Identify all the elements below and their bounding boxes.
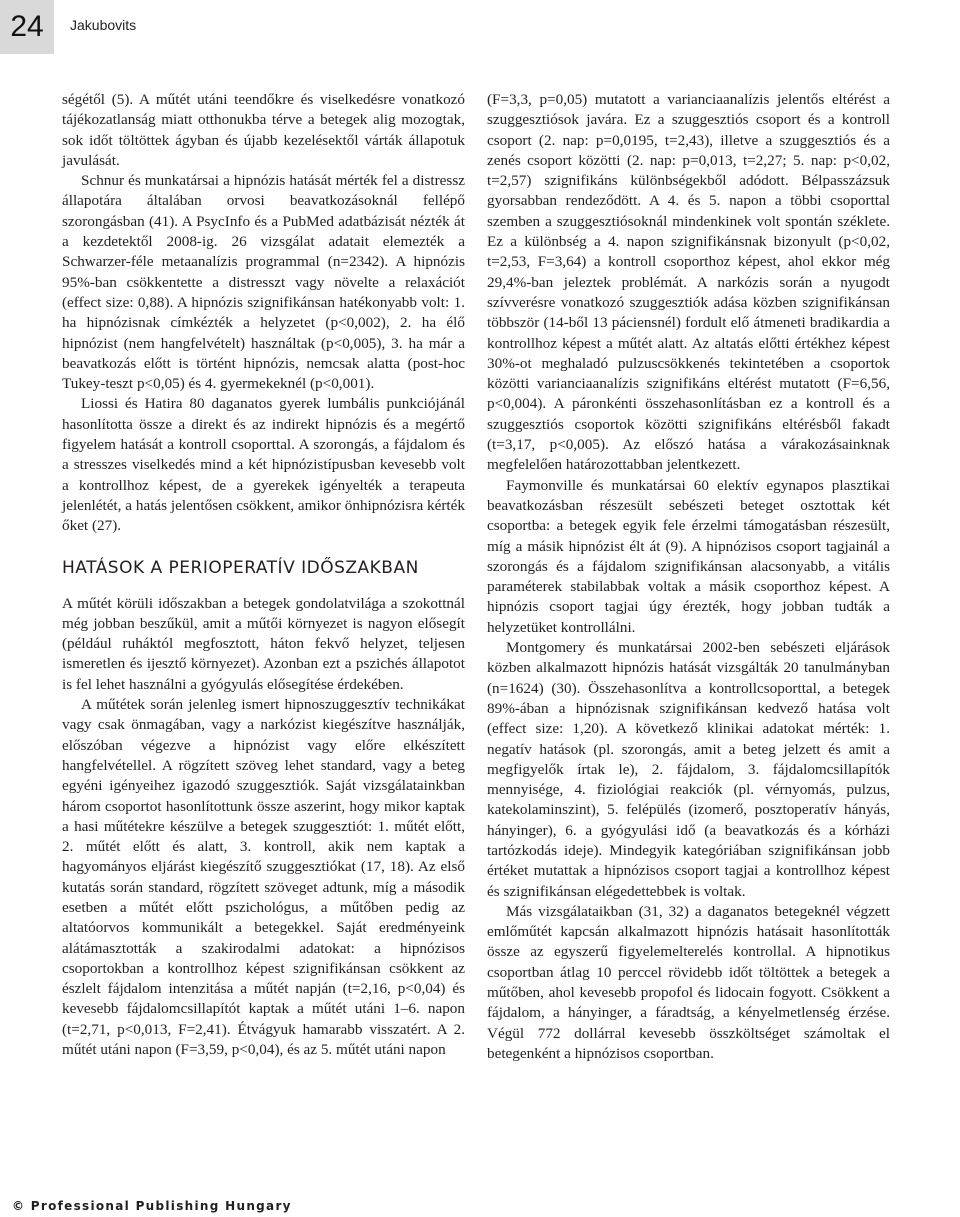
paragraph: A műtétek során jelenleg ismert hipnoszuggesztív technikákat vagy csak önmagában, vagy a narkózist kiegészítve használják, előszóban végezve a hipnózist vagy előre elkészített hangfelvétellel. A rögzített szöveg lehet standard, vagy a beteg egyéni igényeihez igazodó szuggesztiók. Saját vizsgálatainkban három csoportot hasonlítottunk össze aszerint, hogy mikor kaptak a hasi műtétekre készülve a betegek szuggesztiót: 1. műtét előtt, 2. műtét előtt és alatt, 3. kontroll, akik nem kaptak a hagyományos eljárást kiegészítő szuggesztiókat (17, 18). Az első kutatás során standard, rögzített szöveget adtunk, míg a második esetben a műtét előtt pszichológus, a műtőben pedig az altatóorvos kommunikált a betegekkel. Saját eredményeink alátámasztották a szakirodalmi adatokat: a hipnózisos csoportokban a kontrollhoz képest szignifikánsan csökkent az észlelt fájdalom intenzitása a műtét napján (t=2,16, p<0,04) és kevesebb fájdalomcsillapítót kaptak a műtét utáni 1–6. napon (t=2,71, p<0,013, F=2,41). Étvágyuk hamarabb visszatért. A 2. műtét utáni napon (F=3,59, p<0,04), és az 5. műtét utáni napon: [62, 696, 465, 1059]
footer-copyright: © Professional Publishing Hungary: [12, 1199, 292, 1213]
paragraph: Más vizsgálataikban (31, 32) a daganatos betegeknél végzett emlőműtét kapcsán alkalmazott hipnózis hatásait hasonlították össze az egyszerű figyelemelterelés kontrollal. A hipnotikus csoportban átlag 10 perccel rövidebb időt töltöttek a betegek a műtőben, ahol kevesebb propofol és lidocain fogyott. Csökkent a fájdalom, a hányinger, a fáradtság, a kényelmetlenség érzése. Végül 772 dollárral kevesebb összköltséget számoltak el betegenként a hipnózisos csoportban.: [487, 902, 890, 1062]
right-column: [487, 90, 890, 1064]
section-heading: HATÁSOK A PERIOPERATÍV IDŐSZAKBAN: [62, 557, 419, 578]
page-header: [0, 0, 960, 56]
paragraph: (F=3,3, p=0,05) mutatott a varianciaanalízis jelentős eltérést a szuggesztiósok javára. Ez a szuggesztiós csoport és a kontroll csoport (2. nap: p=0,0195, t=2,43), illetve a szuggesztiós és a zenés csoport közötti (2. nap: p=0,013, t=2,27; 5. nap: p<0,02, t=2,57) szignifikáns különbségekből adódott. Bélpasszázsuk gyorsabban rendeződött. A 4. és 5. napon a többi csoporttal szemben a szuggesztiósoknál mindenkinek volt spontán széklete. Ez a különbség a 4. napon szignifikánsnak bizonyult (p<0,02, t=2,53, F=3,64) a kontroll csoporthoz képest, ahol ekkor még 29,4%-ban jeleztek problémát. A narkózis során a nyugodt szívverésre vonatkozó szuggesztiók adása közben szignifikánsan többször (14-ből 13 páciensnél) fordult elő átmeneti bradikardia a kontrollhoz képest a műtét alatt. Az altatás előtti értékhez képest 30%-ot meghaladó pulzuscsökkenés tekintetében a csoportok közötti varianciaanalízis szignifikáns eltérést mutatott (F=6,56, p<0,004). A páronkénti összehasonlításban ez a kontroll és a szuggesztiós csoportok közötti szignifikáns eltérésből fakadt (t=3,17, p<0,005). Az előszó hatása a várakozásainknak megfelelően határozottabban jelentkezett.: [487, 91, 890, 474]
left-column: [62, 90, 465, 1060]
paragraph: ségétől (5). A műtét utáni teendőkre és viselkedésre vonatkozó tájékozatlanság miatt otthonukba térve a betegek alig mozogtak, sok időt töltöttek ágyban és újabb kezelésektől várták állapotuk javulását.: [62, 91, 465, 169]
paragraph: Schnur és munkatársai a hipnózis hatását mérték fel a distressz állapotára általában orvosi beavatkozásoknál fellépő szorongásban (41). A PsycInfo és a PubMed adatbázisát nézték át a kezdetektől 2008-ig. 26 vizsgálat adatait elemezték a Schwarzer-féle metaanalízis programmal (n=2342). A hipnózis 95%-ban csökkentette a distresszt vagy növelte a relaxációt (effect size: 0,88). A hipnózis szignifikánsan hatékonyabb volt: 1. ha hipnózisnak címkézték a helyzetet (p<0,002), 2. ha élő hipnózist (nem hangfelvételt) használtak (p<0,005), 3. ha már a beavatkozás előtt is történt hipnózis, nemcsak alatta (post-hoc Tukey-teszt p<0,05) és 4. gyermekeknél (p<0,001).: [62, 172, 465, 393]
paragraph: A műtét körüli időszakban a betegek gondolatvilága a szokottnál még jobban beszűkül, amit a műtői környezet is nagyon elősegít (például ruháktól megfosztott, háton fekvő helyzet, teljesen ismeretlen és ijesztő környezet). Azonban ezt a pszichés állapotot is fel lehet használni a gyógyulás elősegítése érdekében.: [62, 594, 465, 693]
page-number: 24: [0, 0, 54, 54]
paragraph: Montgomery és munkatársai 2002-ben sebészeti eljárások közben alkalmazott hipnózis hatását vizsgálták 20 tanulmányban (n=1624) (30). Összehasonlítva a kontrollcsoporttal, a betegek 89%-ában a hipnózisnak szignifikánsan kedvező hatása volt (effect size: 1,20). A következő klinikai adatokat mérték: 1. negatív hatások (pl. szorongás, amit a beteg jelzett és amit a megfigyelők írtak le), 2. fájdalom, 3. fájdalomcsillapítók mennyisége, 4. fiziológiai reakciók (pl. vérnyomás, pulzus, katekolaminszint), 5. felépülés (izomerő, posztoperatív hányás, hányinger), 6. a gyógyulási idő (a beavatkozás és a kórházi tartózkodás ideje). Mindegyik kategóriában szignifikánsan jobb értéket mutattak a hipnózisos csoport tagjai a kontrollhoz képest és szignifikánsan elégedettebbek is voltak.: [487, 639, 890, 900]
running-head-author: Jakubovits: [70, 17, 137, 33]
paragraph: Liossi és Hatira 80 daganatos gyerek lumbális punkciójánál hasonlította össze a direkt és az indirekt hipnózis és a megértő figyelem hatását a kontroll csoporttal. A szorongás, a fájdalom és a stresszes viselkedés mind a két hipnózistípusban kevesebb volt a kontrollhoz képest, de a gyerekek igényelték a terapeuta jelenlétét, a hatás jelentősen csökkent, amikor önhipnózisra kérték őket (27).: [62, 395, 465, 535]
paragraph: Faymonville és munkatársai 60 elektív egynapos plasztikai beavatkozásban részesült sebészeti beteget osztottak két csoportba: a betegek egyik fele érzelmi támogatásban részesült, míg a másik hipnózist élt át (9). A hipnózisos csoport tagjainál a szorongás és a fájdalom szignifikánsan alacsonyabb, a vitális paraméterek stabilabbak voltak a másik csoporthoz képest. A hipnózis csoport tagjai úgy érezték, hogy jobban tudták a helyzetüket kontrollálni.: [487, 476, 890, 636]
